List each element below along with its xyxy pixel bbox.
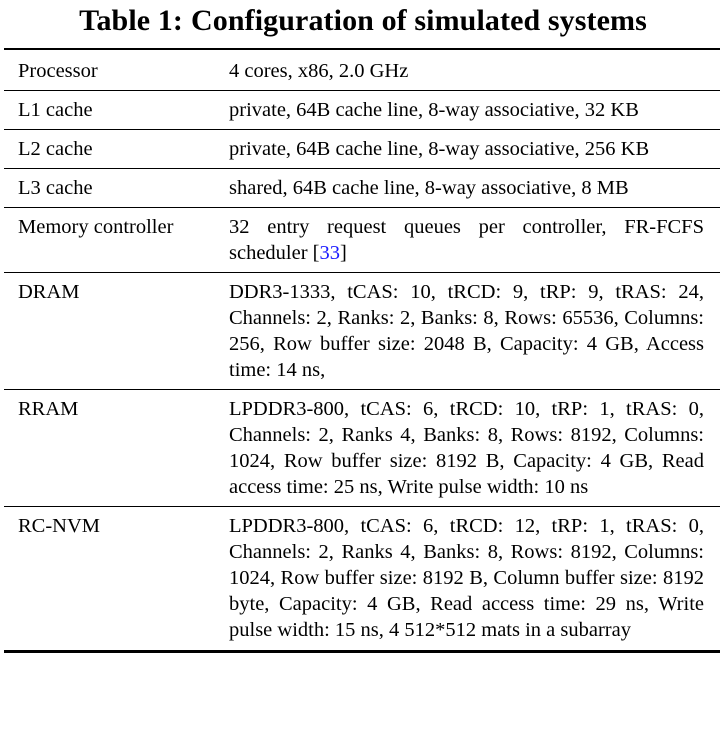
row-key: DRAM bbox=[4, 273, 229, 390]
citation-link[interactable]: 33 bbox=[319, 242, 340, 264]
row-key: RRAM bbox=[4, 390, 229, 507]
row-value-text: 32 entry request queues per controller, FR-FCFS scheduler [ bbox=[229, 216, 704, 264]
table-row-memory-controller bbox=[4, 208, 720, 273]
row-key: L2 cache bbox=[4, 130, 229, 169]
table-row-rram bbox=[4, 390, 720, 507]
row-value: 4 cores, x86, 2.0 GHz bbox=[229, 49, 720, 91]
row-key: L1 cache bbox=[4, 91, 229, 130]
table-row-l1-cache bbox=[4, 91, 720, 130]
table-row-rc-nvm bbox=[4, 507, 720, 652]
table-row-dram bbox=[4, 273, 720, 390]
table-caption-title: Configuration of simulated systems bbox=[190, 4, 647, 37]
row-value: LPDDR3-800, tCAS: 6, tRCD: 12, tRP: 1, tRAS: 0, Channels: 2, Ranks 4, Banks: 8, Rows: 8192, Columns: 1024, Row buffer size: 8192 B, Column buffer size: 8192 byte, Capacity: 4 GB, Read access time: 29 ns, Write pulse width: 15 ns, 4 512*512 mats in a subarray bbox=[229, 507, 720, 652]
table-row-l2-cache bbox=[4, 130, 720, 169]
table-row-processor bbox=[4, 49, 720, 91]
row-value: private, 64B cache line, 8-way associative, 256 KB bbox=[229, 130, 720, 169]
table-row-l3-cache bbox=[4, 169, 720, 208]
row-value bbox=[229, 208, 720, 273]
table-caption-label: Table 1: bbox=[79, 4, 183, 37]
row-key: RC-NVM bbox=[4, 507, 229, 652]
row-value-text-end: ] bbox=[340, 242, 347, 264]
row-value: private, 64B cache line, 8-way associative, 32 KB bbox=[229, 91, 720, 130]
table-caption bbox=[0, 2, 726, 40]
row-value: DDR3-1333, tCAS: 10, tRCD: 9, tRP: 9, tRAS: 24, Channels: 2, Ranks: 2, Banks: 8, Rows: 65536, Columns: 256, Row buffer size: 2048 B, Capacity: 4 GB, Access time: 14 ns, bbox=[229, 273, 720, 390]
row-value: shared, 64B cache line, 8-way associative, 8 MB bbox=[229, 169, 720, 208]
configuration-table bbox=[4, 48, 720, 653]
row-key: Processor bbox=[4, 49, 229, 91]
row-key: L3 cache bbox=[4, 169, 229, 208]
row-key: Memory controller bbox=[4, 208, 229, 273]
row-value: LPDDR3-800, tCAS: 6, tRCD: 10, tRP: 1, tRAS: 0, Channels: 2, Ranks 4, Banks: 8, Rows: 8192, Columns: 1024, Row buffer size: 8192 B, Capacity: 4 GB, Read access time: 25 ns, Write pulse width: 10 ns bbox=[229, 390, 720, 507]
